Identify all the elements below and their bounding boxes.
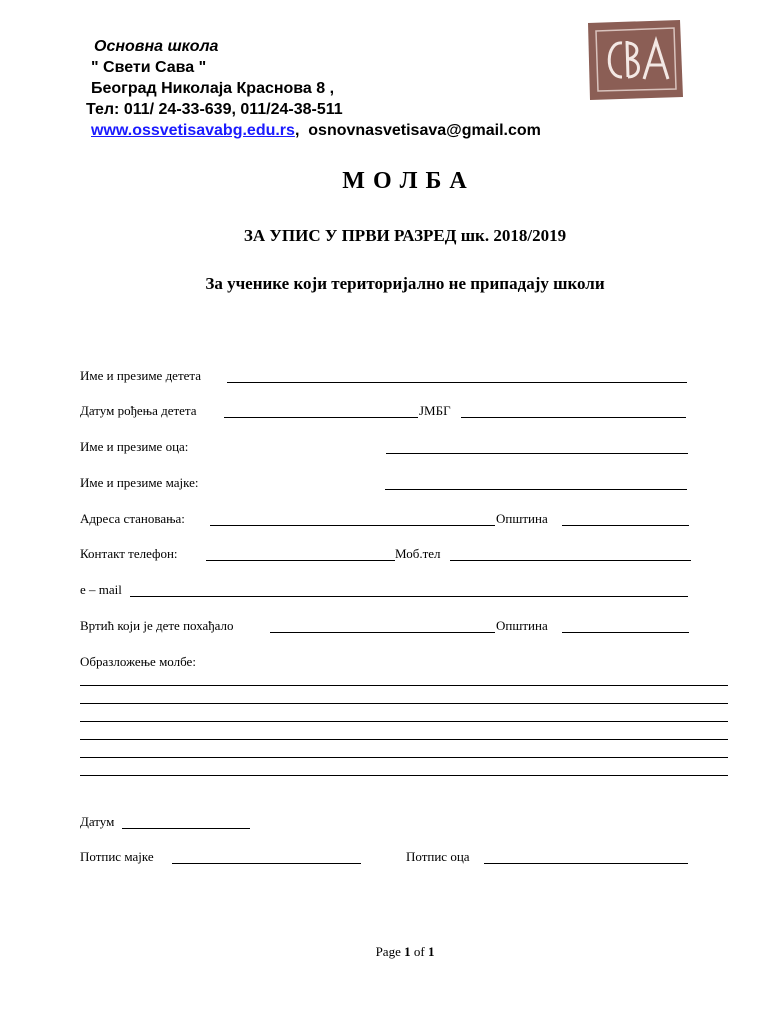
explanation-line-6[interactable] (80, 775, 728, 776)
father-name-label: Име и презиме оца: (80, 439, 189, 454)
birth-date-field[interactable] (224, 417, 418, 418)
explanation-line-5[interactable] (80, 757, 728, 758)
jmbg-field[interactable] (461, 417, 686, 418)
mobile-field[interactable] (450, 560, 691, 561)
contact-separator: , (294, 122, 300, 139)
birth-date-label: Датум рођења детета (80, 403, 197, 418)
child-name-field[interactable] (227, 382, 687, 383)
school-logo (582, 15, 688, 103)
school-name: " Свети Сава " (91, 59, 207, 76)
jmbg-label: ЈМБГ (419, 403, 451, 418)
date-label: Датум (80, 814, 115, 829)
school-phone: Тел: 011/ 24-33-639, 011/24-38-511 (86, 101, 343, 118)
document-subtitle-2: За ученике који територијално не припадају школи (205, 274, 605, 293)
municipality2-label: Општина (496, 618, 548, 633)
phone-label: Контакт телефон: (80, 546, 178, 561)
email-address: osnovnasvetisava@gmail.com (308, 122, 541, 139)
website-link[interactable]: www.ossvetisavabg.edu.rs (91, 122, 295, 139)
school-type: Основна школа (94, 38, 219, 55)
child-name-label: Име и презиме детета (80, 368, 202, 383)
email-label: e – mail (80, 582, 122, 597)
explanation-line-2[interactable] (80, 703, 728, 704)
municipality-field[interactable] (562, 525, 689, 526)
mother-signature-label: Потпис мајке (80, 849, 154, 864)
email-field[interactable] (130, 596, 688, 597)
phone-field[interactable] (206, 560, 395, 561)
municipality-label: Општина (496, 511, 548, 526)
page-total: 1 (427, 944, 435, 959)
kindergarten-label: Вртић који је дете похађало (80, 618, 234, 633)
mother-name-label: Име и презиме мајке: (80, 475, 199, 490)
mobile-label: Моб.тел (395, 546, 441, 561)
mother-name-field[interactable] (385, 489, 687, 490)
page-word: Page (375, 944, 401, 959)
page-number (0, 944, 768, 960)
page-current: 1 (404, 944, 411, 959)
contact-line (91, 121, 541, 141)
explanation-line-4[interactable] (80, 739, 728, 740)
explanation-label: Образложење молбе: (80, 654, 196, 669)
explanation-line-3[interactable] (80, 721, 728, 722)
address-field[interactable] (210, 525, 495, 526)
mother-signature-field[interactable] (172, 863, 361, 864)
father-signature-field[interactable] (484, 863, 688, 864)
explanation-line-1[interactable] (80, 685, 728, 686)
address-label: Адреса становања: (80, 511, 185, 526)
father-name-field[interactable] (386, 453, 688, 454)
date-field[interactable] (122, 828, 250, 829)
of-word: of (413, 944, 425, 959)
document-title: М О Л Б А (342, 168, 468, 194)
municipality2-field[interactable] (562, 632, 689, 633)
father-signature-label: Потпис оца (406, 849, 470, 864)
school-address: Београд Николаја Краснова 8 , (91, 80, 335, 97)
document-subtitle: ЗА УПИС У ПРВИ РАЗРЕД шк. 2018/2019 (243, 226, 567, 245)
kindergarten-field[interactable] (270, 632, 495, 633)
